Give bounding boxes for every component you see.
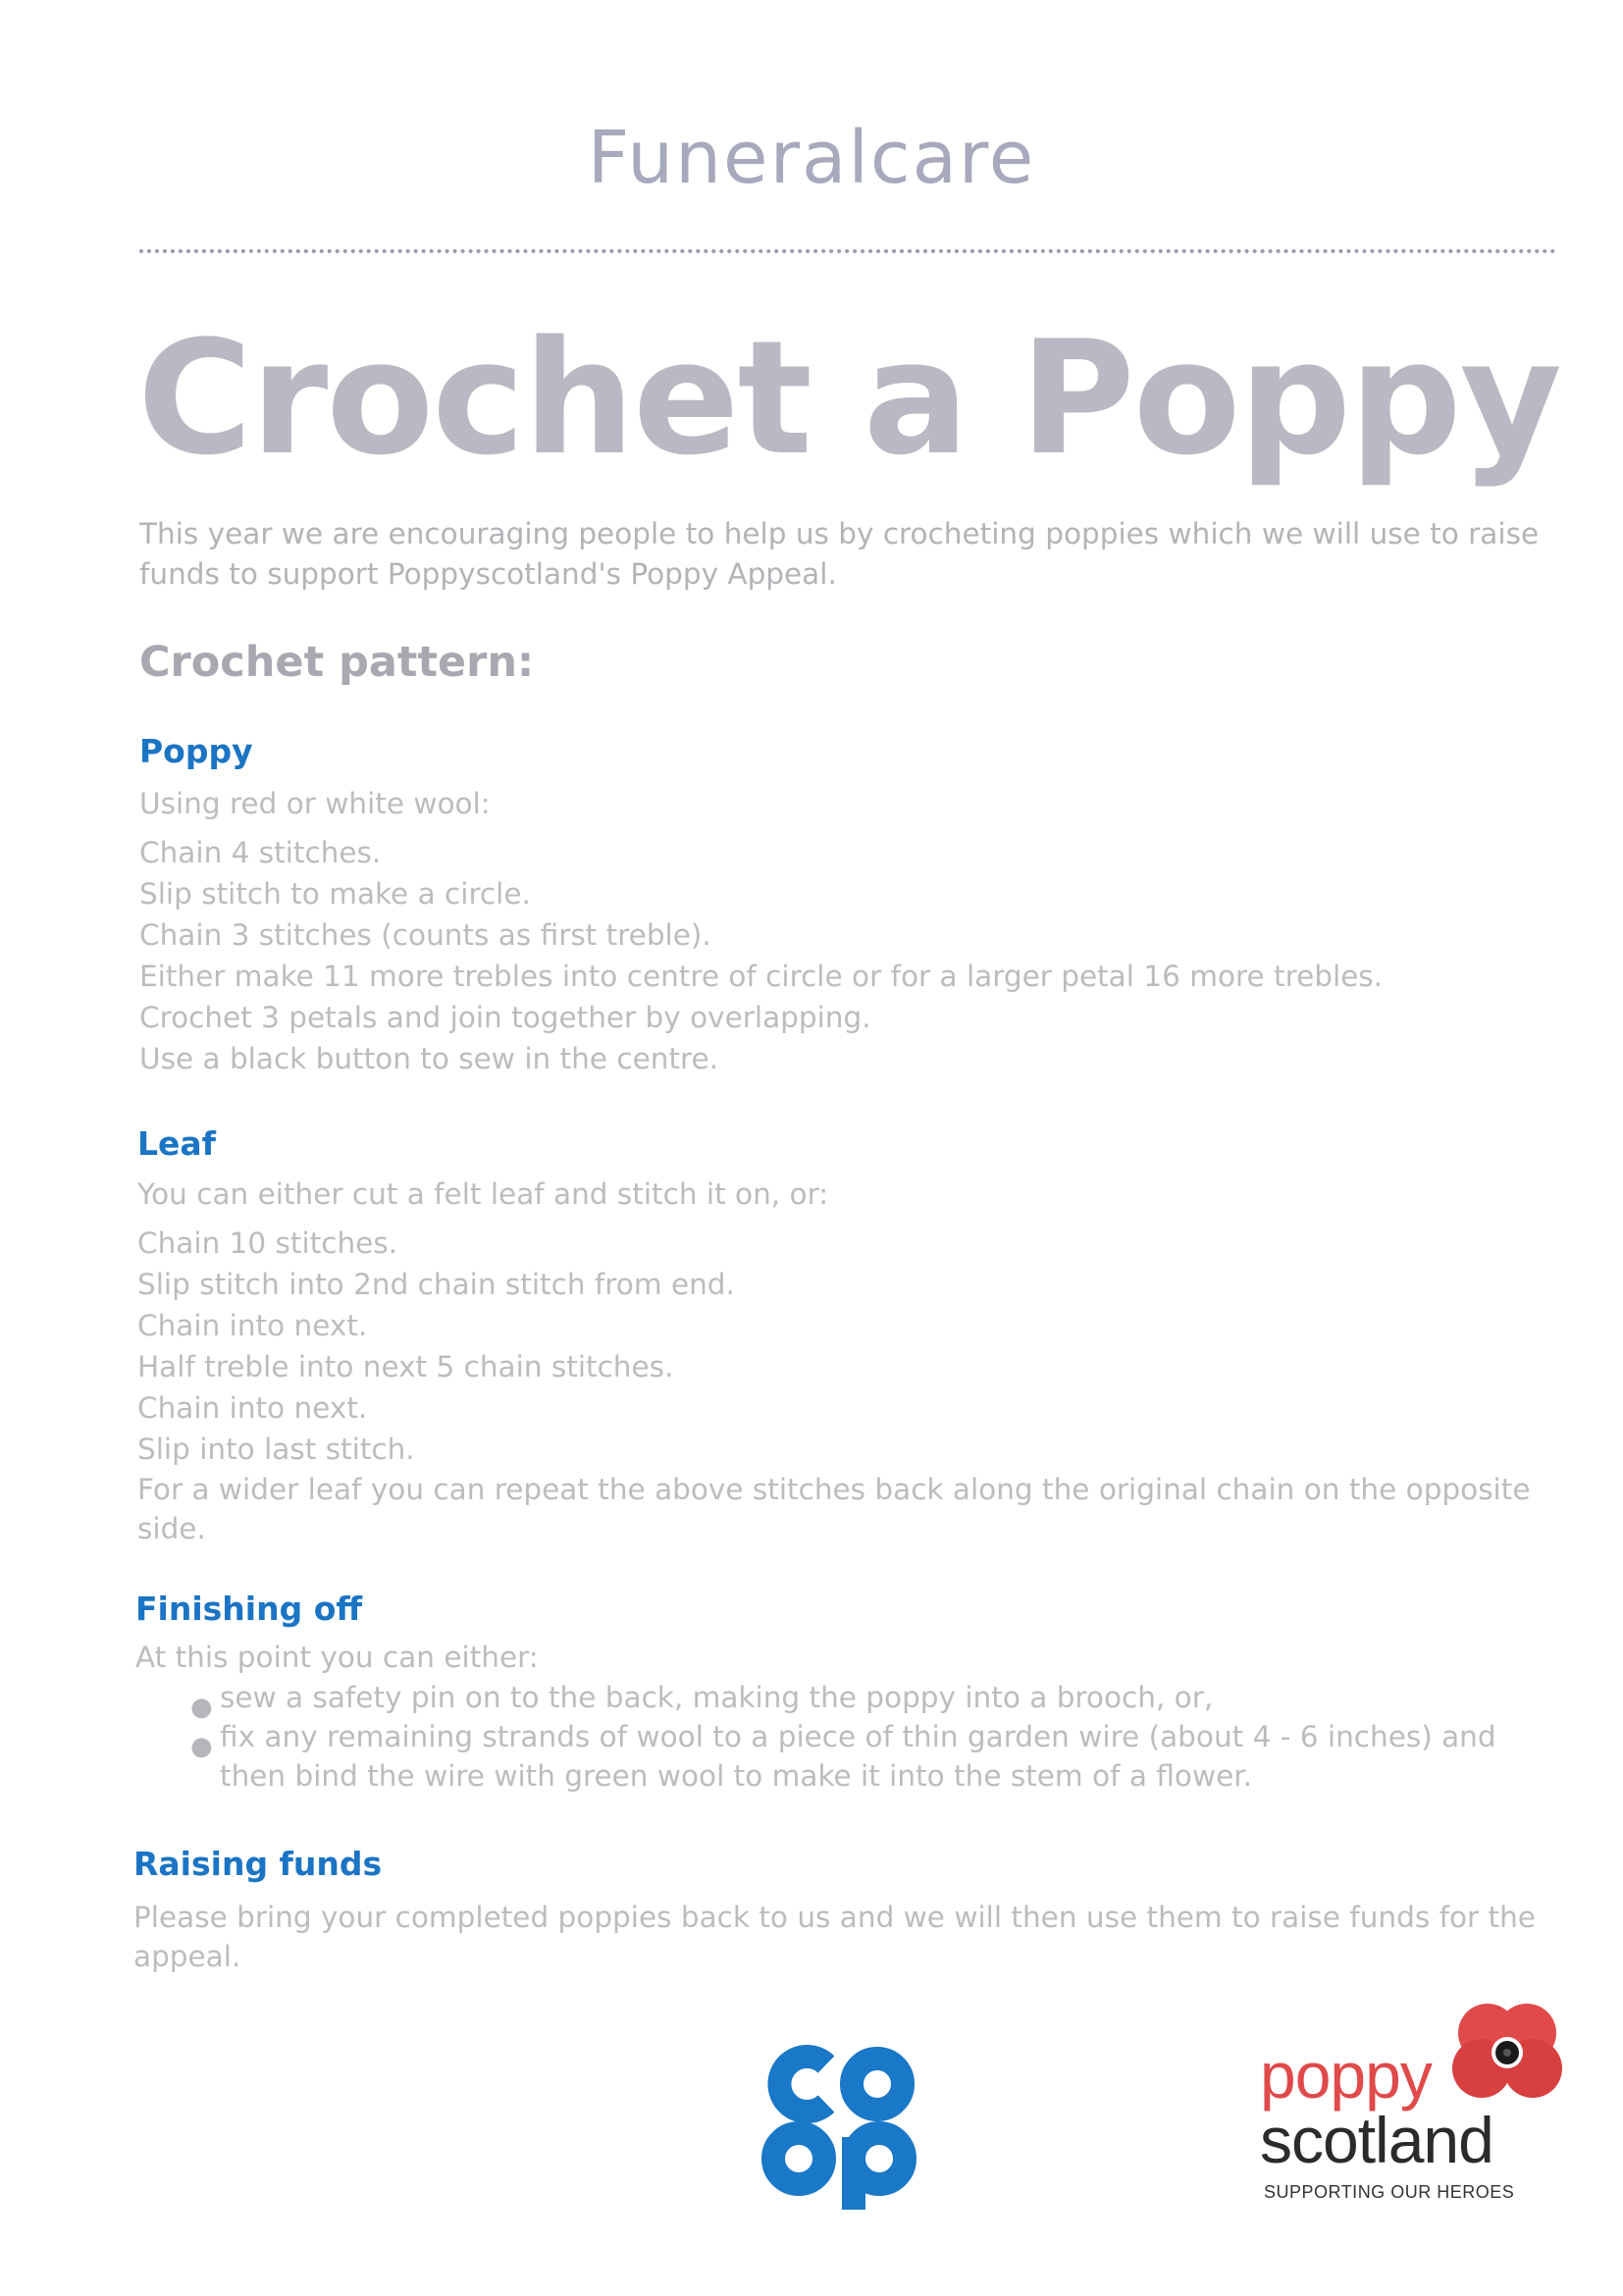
leaf-instructions: [137, 1174, 1531, 1548]
pattern-heading: Crochet pattern:: [139, 638, 535, 687]
finishing-lead: At this point you can either:: [135, 1641, 539, 1674]
finishing-bullets: [190, 1678, 1564, 1796]
bullet-icon: ●: [190, 1732, 213, 1761]
poppy-flower-icon: [1452, 2002, 1562, 2104]
logo-tagline: SUPPORTING OUR HEROES: [1264, 2182, 1515, 2202]
instruction-line: Chain into next.: [137, 1309, 368, 1342]
bullet-item: [190, 1717, 1564, 1796]
instruction-line: Using red or white wool:: [139, 787, 491, 820]
poppy-wordmark: poppy: [1260, 2039, 1432, 2112]
instruction-line: Slip stitch into 2nd chain stitch from end.: [137, 1268, 735, 1301]
instruction-line: Slip into last stitch.: [137, 1433, 415, 1466]
dotted-divider: [139, 249, 1556, 253]
poppy-instructions: [139, 783, 1383, 1079]
instruction-line: Crochet 3 petals and join together by overlapping.: [139, 1001, 871, 1034]
intro-paragraph: This year we are encouraging people to help us by crocheting poppies which we will use to raise funds to support Poppyscotland's Poppy Appeal.: [139, 517, 1540, 591]
instruction-line: Chain into next.: [137, 1391, 368, 1425]
poppy-heading: Poppy: [139, 732, 253, 770]
bullet-text: fix any remaining strands of wool to a piece of thin garden wire (about 4 - 6 inches) and then bind the wire with green wool to make it into the stem of a flower.: [220, 1720, 1496, 1793]
instruction-line: Use a black button to sew in the centre.: [139, 1042, 719, 1075]
raising-heading: Raising funds: [133, 1845, 383, 1883]
bullet-item: [190, 1678, 1564, 1722]
page-title: Crochet a Poppy: [137, 306, 1560, 490]
brand-title: Funeralcare: [587, 116, 1036, 200]
instruction-line: Chain 4 stitches.: [139, 836, 382, 869]
finishing-heading: Finishing off: [135, 1590, 363, 1628]
coop-logo-icon: [761, 2043, 918, 2210]
instruction-line: Chain 10 stitches.: [137, 1226, 398, 1260]
instruction-line: Either make 11 more trebles into centre of circle or for a larger petal 16 more trebles.: [139, 960, 1384, 993]
instruction-line: You can either cut a felt leaf and stitch it on, or:: [137, 1177, 829, 1211]
coop-logo: [761, 2043, 918, 2210]
scotland-wordmark: scotland: [1260, 2104, 1493, 2176]
raising-text: Please bring your completed poppies back to us and we will then use them to raise funds for the appeal.: [133, 1901, 1536, 1973]
bullet-text: sew a safety pin on to the back, making the poppy into a brooch, or,: [220, 1681, 1214, 1714]
instruction-line: Chain 3 stitches (counts as first treble).: [139, 918, 711, 952]
instruction-line: Half treble into next 5 chain stitches.: [137, 1350, 674, 1383]
bullet-icon: ●: [190, 1693, 213, 1722]
poppyscotland-logo: [1260, 2002, 1574, 2218]
leaf-heading: Leaf: [137, 1124, 217, 1163]
instruction-line: Slip stitch to make a circle.: [139, 877, 531, 911]
instruction-line: For a wider leaf you can repeat the above stitches back along the original chain on the opposite side.: [137, 1473, 1531, 1545]
